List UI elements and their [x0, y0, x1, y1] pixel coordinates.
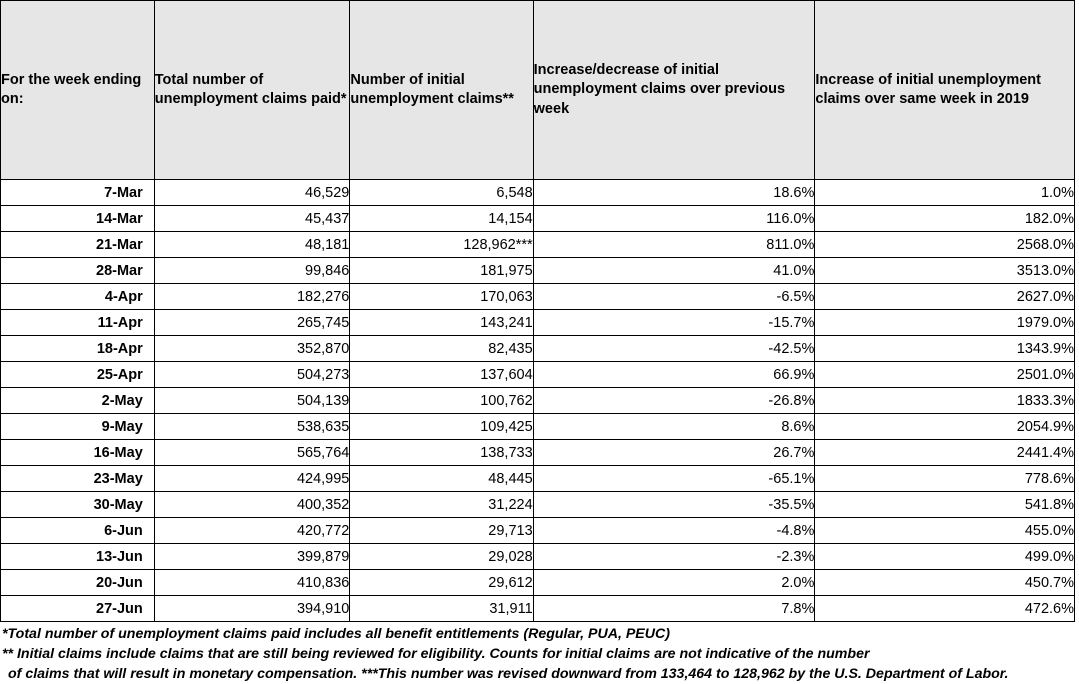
cell-total-paid: 352,870 — [154, 336, 350, 362]
cell-weekly-change: -4.8% — [533, 518, 815, 544]
cell-week: 16-May — [1, 440, 155, 466]
table-row — [1, 284, 1075, 310]
cell-week: 2-May — [1, 388, 155, 414]
column-header-week: For the week ending on: — [1, 1, 155, 180]
cell-weekly-change: 18.6% — [533, 180, 815, 206]
cell-yoy-change: 1343.9% — [815, 336, 1075, 362]
cell-weekly-change: -65.1% — [533, 466, 815, 492]
cell-initial-claims: 109,425 — [350, 414, 533, 440]
cell-week: 25-Apr — [1, 362, 155, 388]
cell-yoy-change: 1833.3% — [815, 388, 1075, 414]
cell-total-paid: 400,352 — [154, 492, 350, 518]
cell-yoy-change: 1979.0% — [815, 310, 1075, 336]
cell-yoy-change: 2501.0% — [815, 362, 1075, 388]
cell-initial-claims: 29,028 — [350, 544, 533, 570]
table-row — [1, 466, 1075, 492]
cell-initial-claims: 29,612 — [350, 570, 533, 596]
cell-weekly-change: -2.3% — [533, 544, 815, 570]
cell-yoy-change: 2627.0% — [815, 284, 1075, 310]
cell-total-paid: 420,772 — [154, 518, 350, 544]
cell-week: 6-Jun — [1, 518, 155, 544]
column-header-yoy-change: Increase of initial unemployment claims over same week in 2019 — [815, 1, 1075, 180]
cell-initial-claims: 143,241 — [350, 310, 533, 336]
cell-total-paid: 394,910 — [154, 596, 350, 622]
footnote-total-paid: *Total number of unemployment claims paid includes all benefit entitlements (Regular, PUA, PEUC) — [2, 626, 670, 642]
cell-initial-claims: 181,975 — [350, 258, 533, 284]
cell-yoy-change: 3513.0% — [815, 258, 1075, 284]
header-row — [1, 1, 1075, 180]
cell-week: 7-Mar — [1, 180, 155, 206]
cell-total-paid: 45,437 — [154, 206, 350, 232]
cell-total-paid: 48,181 — [154, 232, 350, 258]
table-row — [1, 492, 1075, 518]
table-row — [1, 570, 1075, 596]
cell-week: 23-May — [1, 466, 155, 492]
cell-total-paid: 504,139 — [154, 388, 350, 414]
table-row — [1, 258, 1075, 284]
cell-total-paid: 410,836 — [154, 570, 350, 596]
footnote-revision: of claims that will result in monetary compensation. ***This number was revised downward from 133,464 to 128,962 by the U.S. Department of Labor. — [8, 666, 1009, 683]
cell-week: 18-Apr — [1, 336, 155, 362]
cell-initial-claims: 128,962*** — [350, 232, 533, 258]
cell-total-paid: 399,879 — [154, 544, 350, 570]
table-row — [1, 414, 1075, 440]
cell-week: 11-Apr — [1, 310, 155, 336]
table-row — [1, 544, 1075, 570]
table-row — [1, 440, 1075, 466]
cell-initial-claims: 48,445 — [350, 466, 533, 492]
cell-weekly-change: 811.0% — [533, 232, 815, 258]
cell-yoy-change: 2568.0% — [815, 232, 1075, 258]
cell-yoy-change: 499.0% — [815, 544, 1075, 570]
cell-week: 20-Jun — [1, 570, 155, 596]
column-header-total-paid: Total number of unemployment claims paid* — [154, 1, 350, 180]
table-row — [1, 232, 1075, 258]
cell-yoy-change: 778.6% — [815, 466, 1075, 492]
cell-total-paid: 99,846 — [154, 258, 350, 284]
cell-initial-claims: 14,154 — [350, 206, 533, 232]
cell-weekly-change: -35.5% — [533, 492, 815, 518]
cell-initial-claims: 170,063 — [350, 284, 533, 310]
table-header — [1, 1, 1075, 180]
cell-yoy-change: 2054.9% — [815, 414, 1075, 440]
cell-week: 9-May — [1, 414, 155, 440]
cell-weekly-change: -26.8% — [533, 388, 815, 414]
cell-initial-claims: 29,713 — [350, 518, 533, 544]
table-row — [1, 336, 1075, 362]
cell-weekly-change: 26.7% — [533, 440, 815, 466]
cell-weekly-change: 7.8% — [533, 596, 815, 622]
cell-weekly-change: 41.0% — [533, 258, 815, 284]
table-body — [1, 180, 1075, 622]
cell-initial-claims: 82,435 — [350, 336, 533, 362]
table-row — [1, 206, 1075, 232]
cell-week: 4-Apr — [1, 284, 155, 310]
cell-total-paid: 538,635 — [154, 414, 350, 440]
cell-yoy-change: 541.8% — [815, 492, 1075, 518]
cell-yoy-change: 1.0% — [815, 180, 1075, 206]
cell-weekly-change: -42.5% — [533, 336, 815, 362]
cell-initial-claims: 6,548 — [350, 180, 533, 206]
cell-total-paid: 424,995 — [154, 466, 350, 492]
column-header-weekly-change: Increase/decrease of initial unemployment claims over previous week — [533, 1, 815, 180]
cell-week: 27-Jun — [1, 596, 155, 622]
cell-initial-claims: 31,911 — [350, 596, 533, 622]
column-header-initial: Number of initial unemployment claims** — [350, 1, 533, 180]
cell-weekly-change: 66.9% — [533, 362, 815, 388]
cell-weekly-change: 8.6% — [533, 414, 815, 440]
cell-total-paid: 182,276 — [154, 284, 350, 310]
cell-total-paid: 265,745 — [154, 310, 350, 336]
table-row — [1, 518, 1075, 544]
table-row — [1, 362, 1075, 388]
cell-total-paid: 565,764 — [154, 440, 350, 466]
cell-total-paid: 504,273 — [154, 362, 350, 388]
cell-initial-claims: 138,733 — [350, 440, 533, 466]
cell-initial-claims: 137,604 — [350, 362, 533, 388]
table-row — [1, 310, 1075, 336]
cell-initial-claims: 31,224 — [350, 492, 533, 518]
cell-weekly-change: -6.5% — [533, 284, 815, 310]
table-row — [1, 388, 1075, 414]
cell-yoy-change: 472.6% — [815, 596, 1075, 622]
cell-week: 21-Mar — [1, 232, 155, 258]
cell-weekly-change: 2.0% — [533, 570, 815, 596]
footnote-initial-claims: ** Initial claims include claims that are still being reviewed for eligibility. Counts for initial claims are not indicative of the number — [2, 646, 870, 663]
cell-yoy-change: 182.0% — [815, 206, 1075, 232]
cell-yoy-change: 2441.4% — [815, 440, 1075, 466]
cell-weekly-change: -15.7% — [533, 310, 815, 336]
table-row — [1, 180, 1075, 206]
cell-week: 30-May — [1, 492, 155, 518]
cell-week: 13-Jun — [1, 544, 155, 570]
table-row — [1, 596, 1075, 622]
cell-initial-claims: 100,762 — [350, 388, 533, 414]
cell-yoy-change: 455.0% — [815, 518, 1075, 544]
cell-weekly-change: 116.0% — [533, 206, 815, 232]
cell-total-paid: 46,529 — [154, 180, 350, 206]
cell-week: 28-Mar — [1, 258, 155, 284]
cell-week: 14-Mar — [1, 206, 155, 232]
cell-yoy-change: 450.7% — [815, 570, 1075, 596]
table-footnotes — [0, 622, 1075, 684]
